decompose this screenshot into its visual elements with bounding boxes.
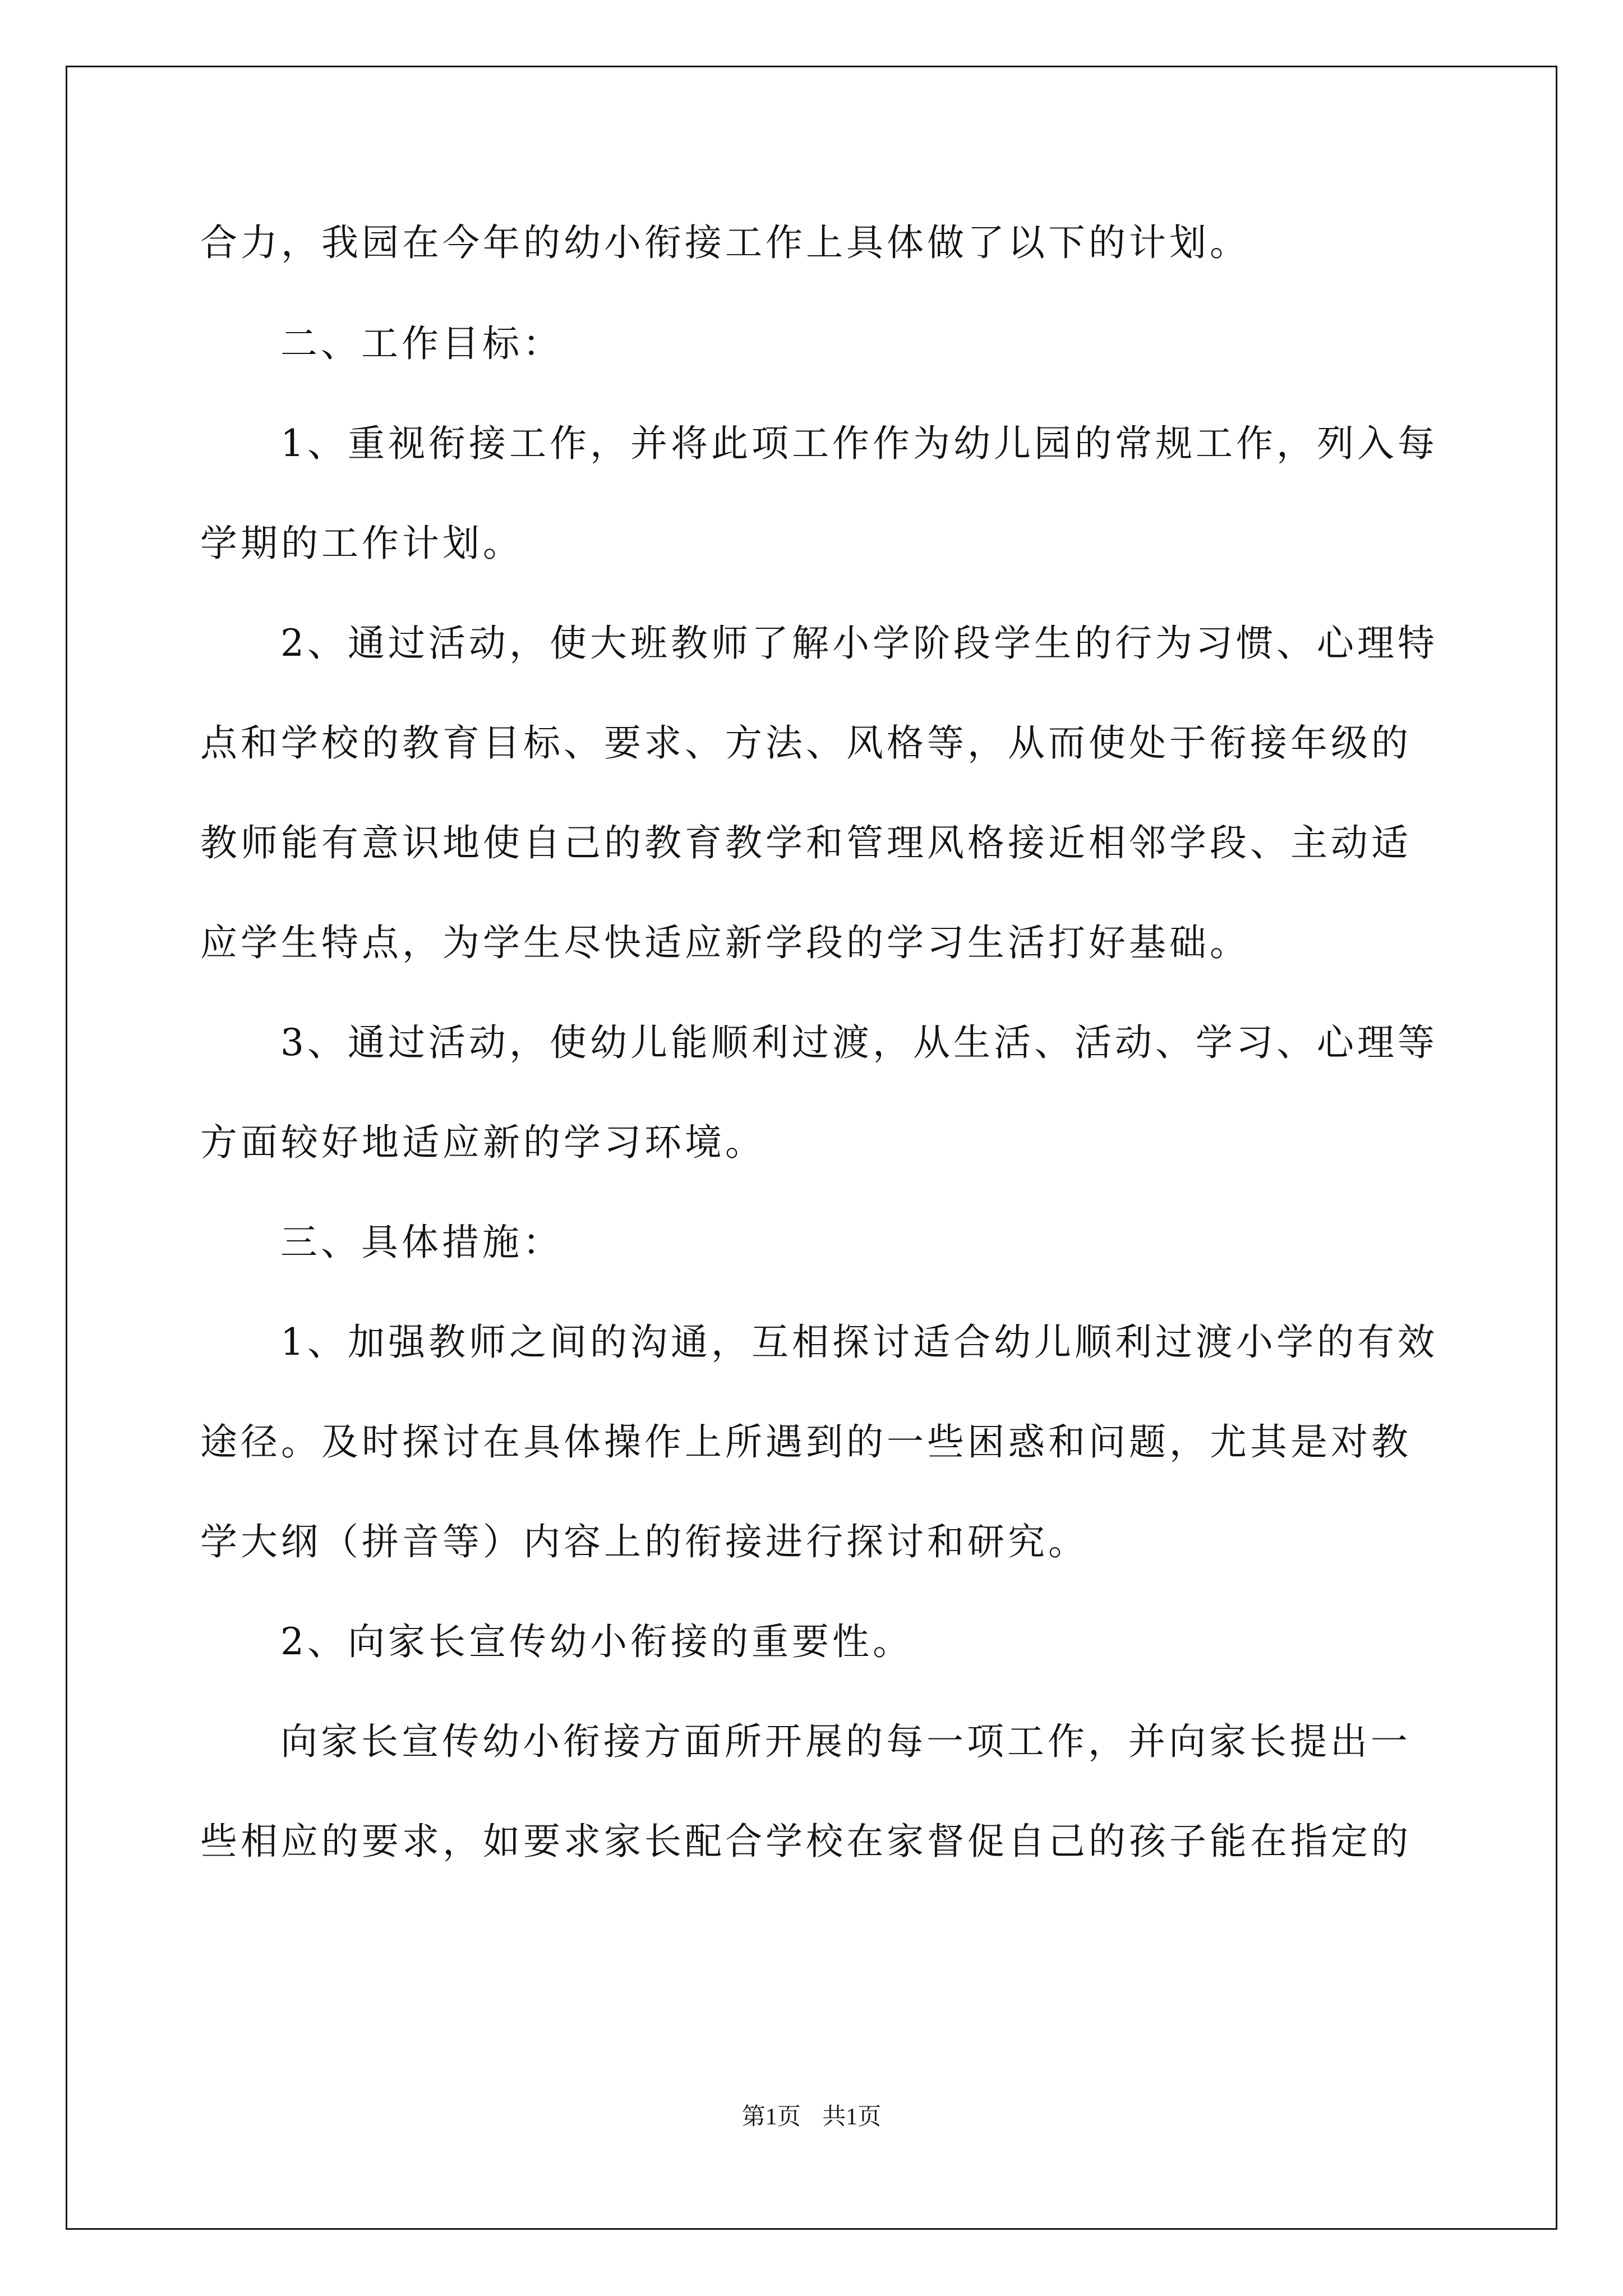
text-line: 3、通过活动，使幼儿能顺利过渡，从生活、活动、学习、心理等 <box>280 1021 1438 1064</box>
page-number: 第1页 <box>741 2104 801 2130</box>
section-heading: 二、工作目标： <box>280 322 563 365</box>
text-line: 应学生特点，为学生尽快适应新学段的学习生活打好基础。 <box>200 921 1250 964</box>
page-total: 共1页 <box>822 2104 882 2130</box>
text-line: 途径。及时探讨在具体操作上所遇到的一些困惑和问题，尤其是对教 <box>200 1420 1412 1464</box>
text-line: 学大纲（拼音等）内容上的衔接进行探讨和研究。 <box>200 1520 1089 1563</box>
text-line: 向家长宣传幼小衔接方面所开展的每一项工作，并向家长提出一 <box>280 1720 1411 1763</box>
text-line: 合力，我园在今年的幼小衔接工作上具体做了以下的计划。 <box>200 221 1250 264</box>
text-line: 2、向家长宣传幼小衔接的重要性。 <box>280 1620 913 1663</box>
page-footer <box>0 2098 1623 2132</box>
text-line: 教师能有意识地使自己的教育教学和管理风格接近相邻学段、主动适 <box>200 821 1412 864</box>
text-line: 点和学校的教育目标、要求、方法、风格等，从而使处于衔接年级的 <box>200 721 1412 765</box>
text-line: 些相应的要求，如要求家长配合学校在家督促自己的孩子能在指定的 <box>200 1820 1412 1863</box>
text-line: 1、加强教师之间的沟通，互相探讨适合幼儿顺利过渡小学的有效 <box>280 1320 1438 1364</box>
text-line: 1、重视衔接工作，并将此项工作作为幼儿园的常规工作，列入每 <box>280 422 1438 465</box>
text-line: 2、通过活动，使大班教师了解小学阶段学生的行为习惯、心理特 <box>280 622 1438 665</box>
text-line: 学期的工作计划。 <box>200 522 523 565</box>
text-line: 方面较好地适应新的学习环境。 <box>200 1121 766 1164</box>
section-heading: 三、具体措施： <box>280 1221 563 1264</box>
